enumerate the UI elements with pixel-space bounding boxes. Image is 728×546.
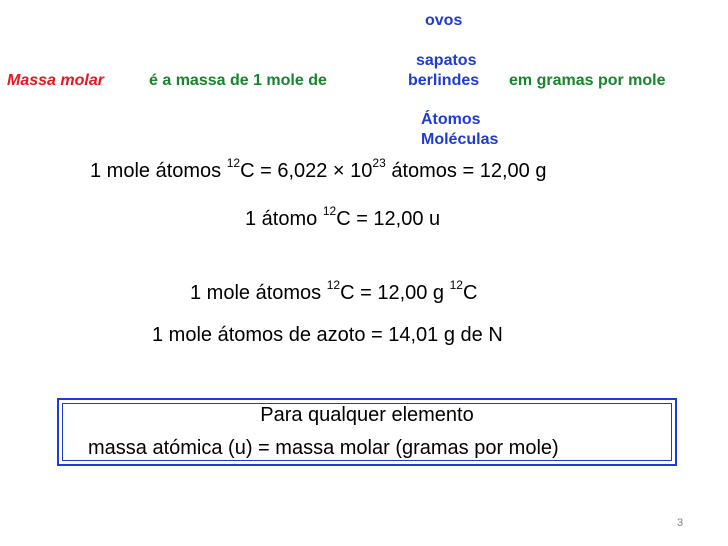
page-number: 3 [677, 517, 684, 529]
eq2-superscript-12: 12 [322, 204, 337, 219]
equation-avogadro [90, 156, 547, 183]
eq1-part-a: 1 mole átomos [90, 160, 227, 182]
eq1-superscript-23: 23 [372, 156, 386, 171]
eq1-part-b: C = 6,022 × 10 [240, 160, 373, 182]
word-moleculas: Moléculas [421, 131, 499, 148]
equation-mole-carbon [190, 278, 478, 305]
eq1-part-c: átomos = 12,00 g [385, 160, 547, 182]
eq2-part-a: 1 átomo [245, 208, 323, 230]
rule-line-1: Para qualquer elemento [260, 404, 474, 426]
eq3-part-b: C = 12,00 g [340, 282, 450, 304]
definition-term: Massa molar [7, 72, 104, 89]
equation-atom-mass [245, 204, 441, 231]
eq2-part-b: C = 12,00 u [336, 208, 441, 230]
eq1-superscript-12: 12 [226, 156, 241, 171]
definition-middle: é a massa de 1 mole de [149, 72, 327, 89]
eq3-part-a: 1 mole átomos [190, 282, 327, 304]
word-atomos: Átomos [421, 111, 481, 128]
definition-end: em gramas por mole [509, 72, 666, 89]
equation-mole-nitrogen: 1 mole átomos de azoto = 14,01 g de N [152, 324, 503, 346]
word-ovos: ovos [425, 12, 463, 29]
eq3-superscript-12: 12 [326, 278, 341, 293]
rule-line-2: massa atómica (u) = massa molar (gramas por mole) [88, 437, 559, 459]
eq3-part-c: C [462, 282, 478, 304]
word-berlindes: berlindes [408, 72, 480, 89]
eq3-superscript-12b: 12 [449, 278, 463, 293]
word-sapatos: sapatos [416, 52, 477, 69]
